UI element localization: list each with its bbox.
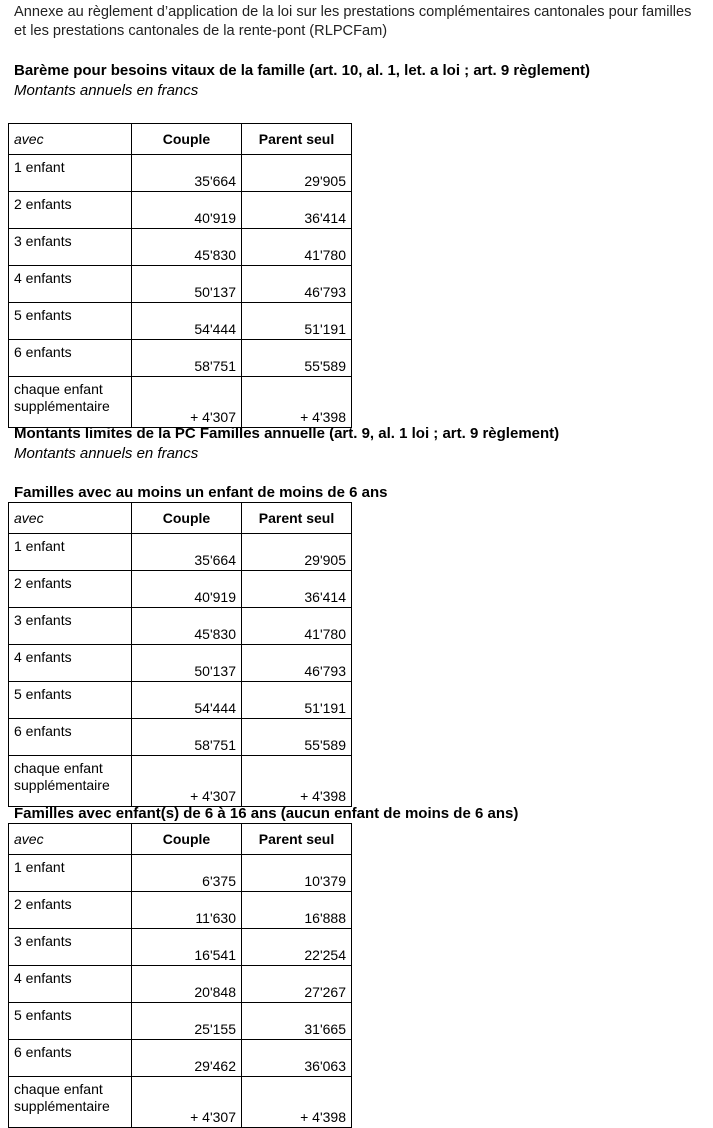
- couple-value: 20'848: [132, 966, 242, 1003]
- table-row: [9, 756, 352, 807]
- parent-seul-value: + 4'398: [242, 756, 352, 807]
- couple-value: 35'664: [132, 534, 242, 571]
- table-row: [9, 155, 352, 192]
- header-avec: avec: [9, 503, 132, 534]
- parent-seul-value: 36'414: [242, 571, 352, 608]
- row-label: 1 enfant: [9, 855, 132, 892]
- section-title-besoins-vitaux: Barème pour besoins vitaux de la famille (art. 10, al. 1, let. a loi ; art. 9 règlement): [14, 62, 591, 79]
- row-label: 6 enfants: [9, 340, 132, 377]
- row-label: chaque enfant supplémentaire: [9, 377, 132, 428]
- row-label: 3 enfants: [9, 608, 132, 645]
- table-row: [9, 1040, 352, 1077]
- parent-seul-value: 46'793: [242, 645, 352, 682]
- header-avec: avec: [9, 124, 132, 155]
- document-intro: Annexe au règlement d’application de la loi sur les prestations complémentaires cantonales pour familles et les prestations cantonales de la rente-pont (RLPCFam): [14, 4, 692, 39]
- table-row: [9, 571, 352, 608]
- row-label: 6 enfants: [9, 719, 132, 756]
- header-parent-seul: Parent seul: [242, 824, 352, 855]
- couple-value: 54'444: [132, 303, 242, 340]
- header-avec: avec: [9, 824, 132, 855]
- couple-value: 25'155: [132, 1003, 242, 1040]
- couple-value: 50'137: [132, 266, 242, 303]
- section-title-montants-limites: Montants limites de la PC Familles annuelle (art. 9, al. 1 loi ; art. 9 règlement): [14, 425, 560, 442]
- couple-value: 45'830: [132, 608, 242, 645]
- couple-value: + 4'307: [132, 377, 242, 428]
- table-row: [9, 266, 352, 303]
- row-label: 3 enfants: [9, 929, 132, 966]
- row-label: 1 enfant: [9, 155, 132, 192]
- couple-value: 16'541: [132, 929, 242, 966]
- parent-seul-value: 55'589: [242, 719, 352, 756]
- row-label: 4 enfants: [9, 645, 132, 682]
- parent-seul-value: 36'063: [242, 1040, 352, 1077]
- table-row: [9, 682, 352, 719]
- couple-value: 11'630: [132, 892, 242, 929]
- row-label: 5 enfants: [9, 682, 132, 719]
- header-couple: Couple: [132, 124, 242, 155]
- table-6-a-16-ans: [8, 823, 352, 1128]
- parent-seul-value: 36'414: [242, 192, 352, 229]
- parent-seul-value: 51'191: [242, 682, 352, 719]
- row-label: 1 enfant: [9, 534, 132, 571]
- parent-seul-value: 29'905: [242, 534, 352, 571]
- parent-seul-value: 10'379: [242, 855, 352, 892]
- couple-value: 29'462: [132, 1040, 242, 1077]
- row-label: 3 enfants: [9, 229, 132, 266]
- row-label: 4 enfants: [9, 966, 132, 1003]
- table-row: [9, 377, 352, 428]
- row-label: 4 enfants: [9, 266, 132, 303]
- couple-value: 45'830: [132, 229, 242, 266]
- couple-value: 58'751: [132, 719, 242, 756]
- row-label: 5 enfants: [9, 1003, 132, 1040]
- parent-seul-value: 41'780: [242, 608, 352, 645]
- parent-seul-value: 51'191: [242, 303, 352, 340]
- row-label: chaque enfant supplémentaire: [9, 1077, 132, 1128]
- table-besoins-vitaux: [8, 123, 352, 428]
- parent-seul-value: 27'267: [242, 966, 352, 1003]
- couple-value: 54'444: [132, 682, 242, 719]
- parent-seul-value: 22'254: [242, 929, 352, 966]
- table-row: [9, 892, 352, 929]
- row-label: 2 enfants: [9, 892, 132, 929]
- header-couple: Couple: [132, 824, 242, 855]
- couple-value: 50'137: [132, 645, 242, 682]
- table-moins-6-ans: [8, 502, 352, 807]
- parent-seul-value: 55'589: [242, 340, 352, 377]
- table-row: [9, 303, 352, 340]
- table-row: [9, 929, 352, 966]
- header-parent-seul: Parent seul: [242, 124, 352, 155]
- table-row: [9, 966, 352, 1003]
- table-caption-moins-6-ans: Familles avec au moins un enfant de moins de 6 ans: [14, 484, 388, 501]
- table-row: [9, 1077, 352, 1128]
- table-row: [9, 340, 352, 377]
- couple-value: 35'664: [132, 155, 242, 192]
- couple-value: 6'375: [132, 855, 242, 892]
- parent-seul-value: 29'905: [242, 155, 352, 192]
- table-row: [9, 719, 352, 756]
- couple-value: 40'919: [132, 192, 242, 229]
- header-couple: Couple: [132, 503, 242, 534]
- table-row: [9, 1003, 352, 1040]
- couple-value: + 4'307: [132, 1077, 242, 1128]
- parent-seul-value: 16'888: [242, 892, 352, 929]
- header-parent-seul: Parent seul: [242, 503, 352, 534]
- row-label: 5 enfants: [9, 303, 132, 340]
- table-row: [9, 192, 352, 229]
- parent-seul-value: 41'780: [242, 229, 352, 266]
- table-caption-6-a-16-ans: Familles avec enfant(s) de 6 à 16 ans (aucun enfant de moins de 6 ans): [14, 805, 519, 822]
- couple-value: + 4'307: [132, 756, 242, 807]
- row-label: chaque enfant supplémentaire: [9, 756, 132, 807]
- couple-value: 40'919: [132, 571, 242, 608]
- parent-seul-value: + 4'398: [242, 377, 352, 428]
- parent-seul-value: 46'793: [242, 266, 352, 303]
- row-label: 6 enfants: [9, 1040, 132, 1077]
- table-row: [9, 608, 352, 645]
- parent-seul-value: + 4'398: [242, 1077, 352, 1128]
- row-label: 2 enfants: [9, 571, 132, 608]
- table-row: [9, 534, 352, 571]
- section-subtitle-montants-limites: Montants annuels en francs: [14, 445, 199, 462]
- table-row: [9, 645, 352, 682]
- section-subtitle-besoins-vitaux: Montants annuels en francs: [14, 82, 199, 99]
- parent-seul-value: 31'665: [242, 1003, 352, 1040]
- table-row: [9, 229, 352, 266]
- couple-value: 58'751: [132, 340, 242, 377]
- row-label: 2 enfants: [9, 192, 132, 229]
- table-row: [9, 855, 352, 892]
